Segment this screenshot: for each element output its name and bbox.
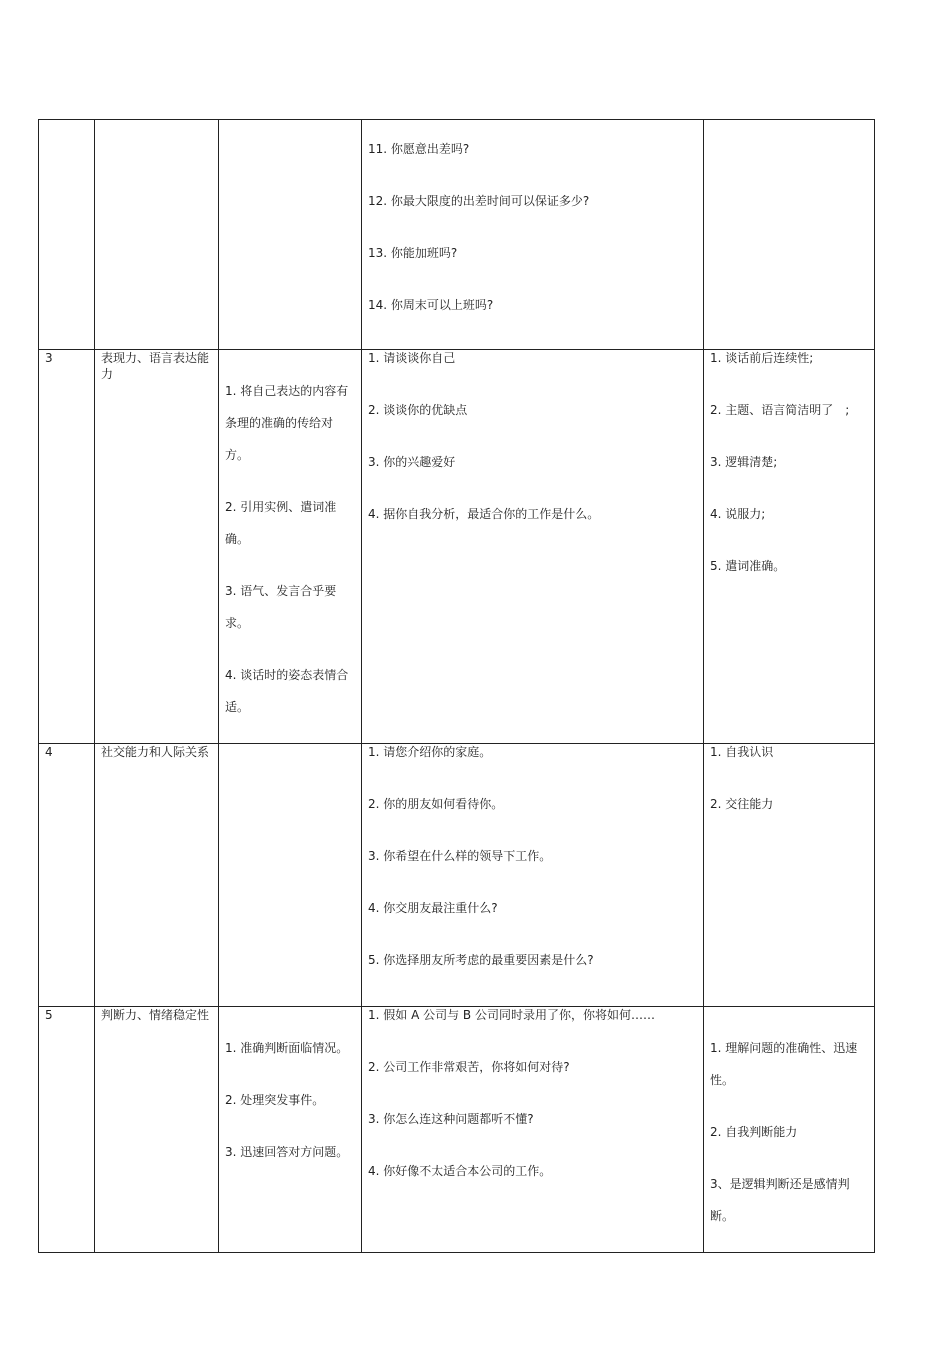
row-number-cell: 4	[39, 744, 95, 1007]
table-row	[39, 350, 875, 744]
evaluation-point: 5. 遣词准确。	[710, 559, 786, 573]
criteria-cell	[219, 1007, 362, 1253]
criteria-cell	[219, 744, 362, 1007]
criteria-item: 3. 迅速回答对方问题。	[225, 1145, 349, 1159]
question-item: 13. 你能加班吗?	[368, 246, 458, 260]
evaluation-point: 1. 理解问题的准确性、迅速性。	[710, 1041, 858, 1087]
table-row	[39, 744, 875, 1007]
criteria-item: 4. 谈话时的姿态表情合适。	[225, 668, 349, 714]
ability-cell: 判断力、情绪稳定性	[95, 1007, 219, 1253]
evaluation-points-cell	[704, 744, 875, 1007]
question-item: 14. 你周末可以上班吗?	[368, 298, 494, 312]
evaluation-point: 1. 谈话前后连续性;	[710, 351, 814, 365]
criteria-cell	[219, 350, 362, 744]
ability-cell	[95, 120, 219, 350]
question-item: 1. 假如 A 公司与 B 公司同时录用了你，你将如何……	[368, 1008, 655, 1022]
question-item: 11. 你愿意出差吗?	[368, 142, 470, 156]
evaluation-point: 2. 交往能力	[710, 797, 774, 811]
criteria-item: 1. 将自己表达的内容有条理的准确的传给对方。	[225, 384, 349, 462]
evaluation-points-cell	[704, 120, 875, 350]
evaluation-points-cell	[704, 350, 875, 744]
question-item: 5. 你选择朋友所考虑的最重要因素是什么?	[368, 953, 594, 967]
table-row	[39, 120, 875, 350]
evaluation-point: 2. 自我判断能力	[710, 1125, 798, 1139]
row-number-cell: 3	[39, 350, 95, 744]
row-number-cell: 5	[39, 1007, 95, 1253]
question-item: 2. 你的朋友如何看待你。	[368, 797, 504, 811]
question-item: 4. 你好像不太适合本公司的工作。	[368, 1164, 552, 1178]
questions-cell	[362, 744, 704, 1007]
question-item: 4. 你交朋友最注重什么?	[368, 901, 498, 915]
criteria-cell	[219, 120, 362, 350]
evaluation-points-cell	[704, 1007, 875, 1253]
question-item: 4. 据你自我分析，最适合你的工作是什么。	[368, 507, 600, 521]
row-number-cell	[39, 120, 95, 350]
question-item: 1. 请您介绍你的家庭。	[368, 745, 492, 759]
questions-cell	[362, 350, 704, 744]
criteria-item: 2. 引用实例、遣词准确。	[225, 500, 337, 546]
ability-cell: 社交能力和人际关系	[95, 744, 219, 1007]
question-item: 3. 你怎么连这种问题都听不懂?	[368, 1112, 534, 1126]
questions-cell	[362, 120, 704, 350]
evaluation-point: 1. 自我认识	[710, 745, 774, 759]
question-item: 1. 请谈谈你自己	[368, 351, 456, 365]
evaluation-point: 2. 主题、语言简洁明了 ;	[710, 403, 850, 417]
question-item: 12. 你最大限度的出差时间可以保证多少?	[368, 194, 590, 208]
criteria-item: 2. 处理突发事件。	[225, 1093, 325, 1107]
criteria-item: 3. 语气、发言合乎要求。	[225, 584, 337, 630]
question-item: 3. 你希望在什么样的领导下工作。	[368, 849, 552, 863]
interview-question-table	[38, 119, 875, 1253]
evaluation-point: 3、是逻辑判断还是感情判断。	[710, 1177, 850, 1223]
question-item: 2. 公司工作非常艰苦，你将如何对待?	[368, 1060, 570, 1074]
evaluation-point: 3. 逻辑清楚;	[710, 455, 778, 469]
evaluation-point: 4. 说服力;	[710, 507, 766, 521]
criteria-item: 1. 准确判断面临情况。	[225, 1041, 349, 1055]
ability-cell: 表现力、语言表达能力	[95, 350, 219, 744]
questions-cell	[362, 1007, 704, 1253]
question-item: 3. 你的兴趣爱好	[368, 455, 456, 469]
table-row	[39, 1007, 875, 1253]
question-item: 2. 谈谈你的优缺点	[368, 403, 468, 417]
